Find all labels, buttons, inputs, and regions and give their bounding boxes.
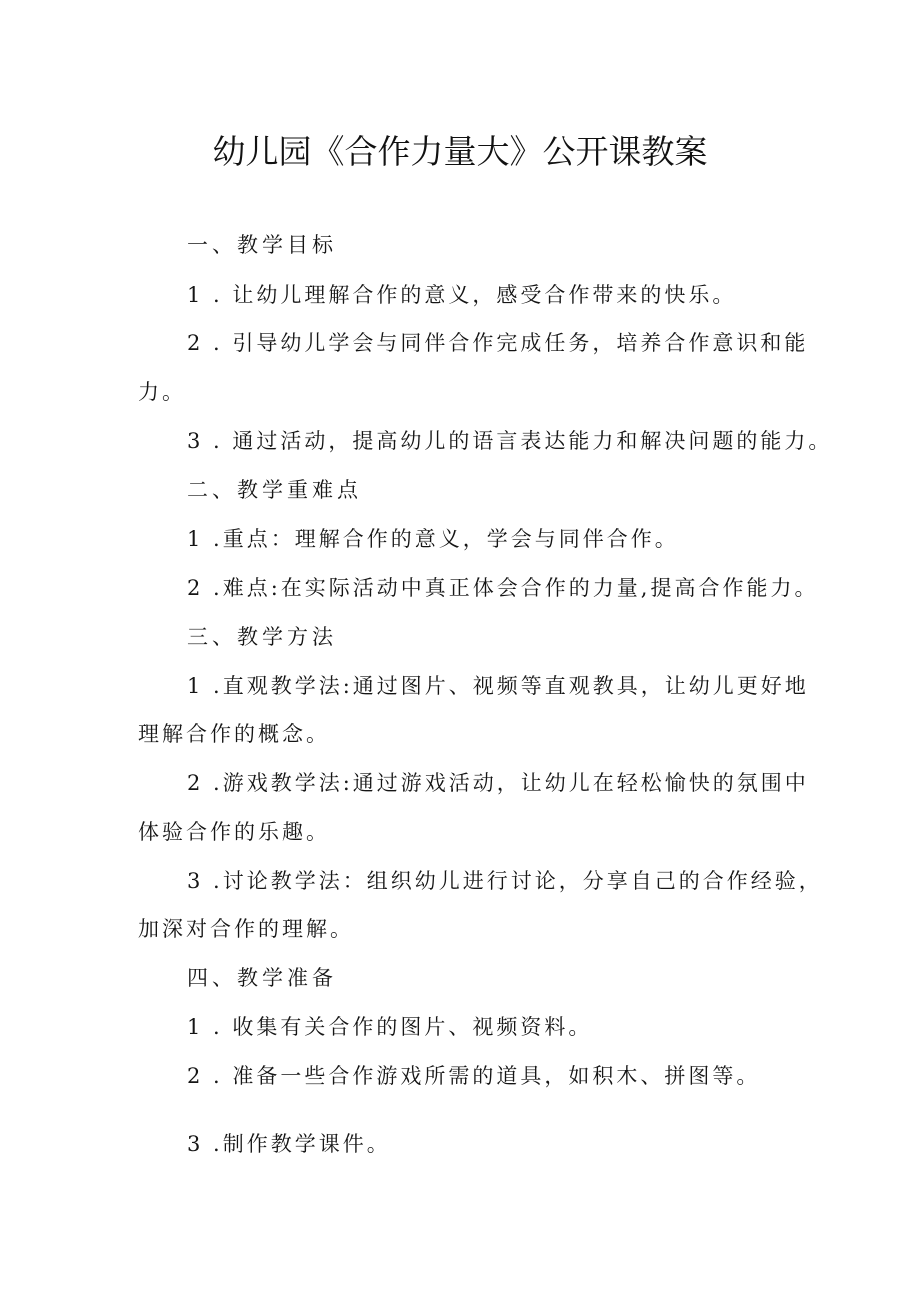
section-heading-key-points: 二、教学重难点	[187, 478, 362, 502]
paragraph-line-continued: 力。	[138, 380, 186, 404]
paragraph-line: 1 . 收集有关合作的图片、视频资料。	[187, 1015, 593, 1039]
page-title: 幼儿园《合作力量大》公开课教案	[212, 132, 708, 171]
paragraph-line-continued: 体验合作的乐趣。	[138, 820, 330, 844]
section-heading-methods: 三、教学方法	[187, 625, 337, 649]
paragraph-line-continued: 理解合作的概念。	[138, 722, 330, 746]
paragraph-line: 2 . 引导幼儿学会与同伴合作完成任务，培养合作意识和能	[187, 331, 809, 355]
paragraph-line: 3 .制作教学课件。	[187, 1132, 391, 1156]
paragraph-line: 1 . 让幼儿理解合作的意义，感受合作带来的快乐。	[187, 283, 737, 307]
paragraph-line: 3 . 通过活动，提高幼儿的语言表达能力和解决问题的能力。	[187, 429, 833, 453]
section-heading-preparation: 四、教学准备	[187, 966, 337, 990]
paragraph-line: 1 .直观教学法:通过图片、视频等直观教具，让幼儿更好地	[187, 674, 809, 698]
paragraph-line: 2 . 准备一些合作游戏所需的道具，如积木、拼图等。	[187, 1064, 761, 1088]
section-heading-objectives: 一、教学目标	[187, 233, 337, 257]
paragraph-line: 3 .讨论教学法：组织幼儿进行讨论，分享自己的合作经验，	[187, 869, 823, 893]
paragraph-line: 1 .重点：理解合作的意义，学会与同伴合作。	[187, 527, 679, 551]
paragraph-line-continued: 加深对合作的理解。	[138, 917, 354, 941]
paragraph-line: 2 .游戏教学法:通过游戏活动，让幼儿在轻松愉快的氛围中	[187, 771, 809, 795]
paragraph-line: 2 .难点:在实际活动中真正体会合作的力量,提高合作能力。	[187, 576, 819, 600]
